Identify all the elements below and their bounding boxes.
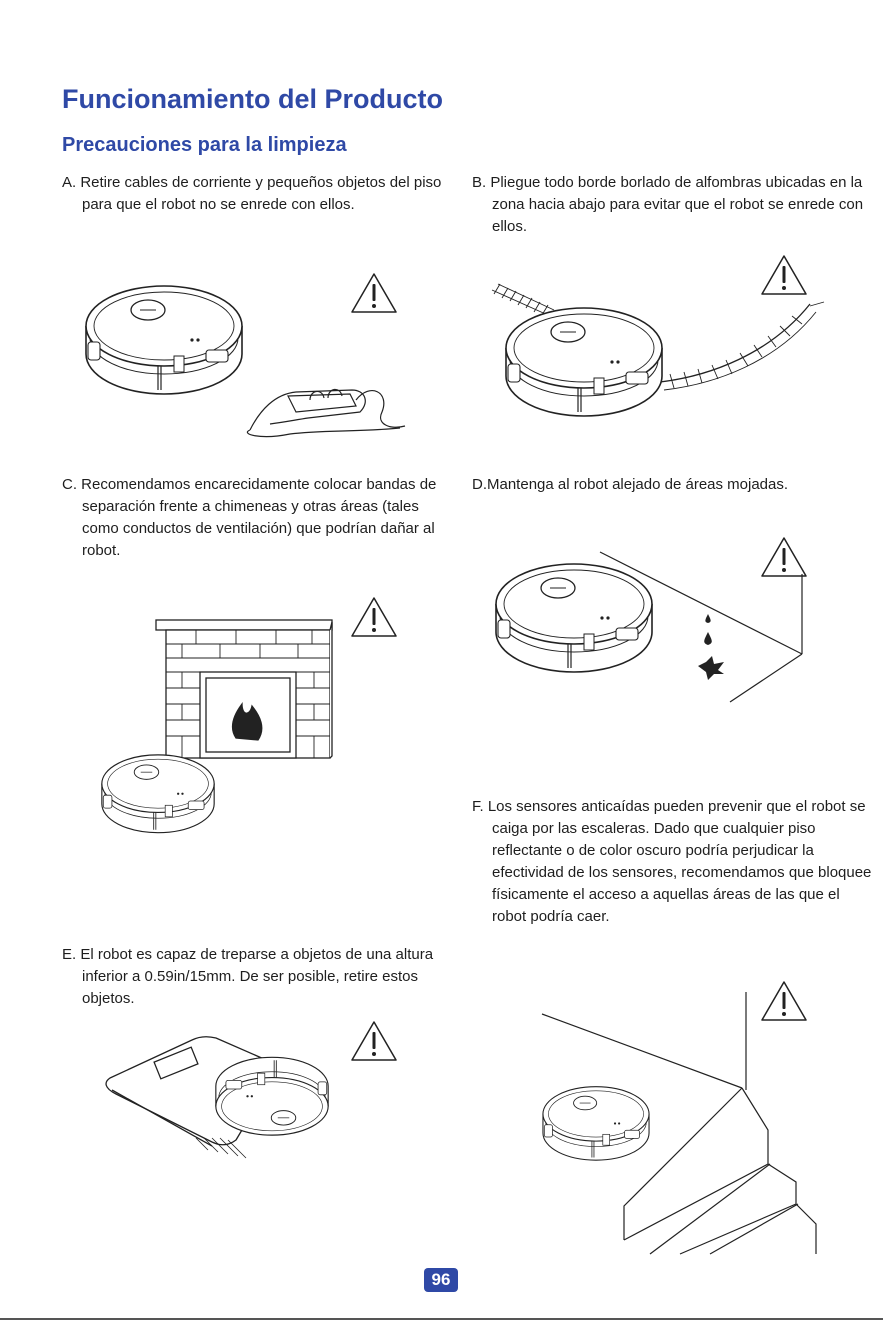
bottom-rule <box>0 1318 883 1320</box>
warning-triangle-icon <box>352 1022 396 1060</box>
illustration-a-power-cables <box>60 262 420 442</box>
illustration-b-carpet-tassels <box>480 254 830 444</box>
illustration-e-bathroom-scale <box>96 1010 416 1180</box>
warning-triangle-icon <box>762 256 806 294</box>
robot-vacuum-icon <box>496 564 652 672</box>
instruction-f: F. Los sensores anticaídas pueden prevenir que el robot se caiga por las escaleras. Dado que cualquier piso reflectante o de color oscuro podría perjudicar la efectividad de los sensores, recomendamos que bloquee físicamente el acceso a aquellas áreas de las que el robot podría caer. <box>472 798 872 925</box>
robot-vacuum-icon <box>102 755 214 833</box>
instruction-e: E. El robot es capaz de treparse a objetos de una altura inferior a 0.59in/15mm. De ser posible, retire estos objetos. <box>62 946 434 1007</box>
power-strip-icon <box>247 389 405 436</box>
fireplace-icon <box>156 620 332 758</box>
instruction-d: D.Mantenga al robot alejado de áreas mojadas. <box>472 476 789 493</box>
robot-vacuum-icon <box>506 308 662 416</box>
page-title: Funcionamiento del Producto <box>62 84 444 114</box>
warning-triangle-icon <box>762 982 806 1020</box>
water-drops-icon <box>698 614 724 680</box>
warning-triangle-icon <box>352 274 396 312</box>
instruction-c: C. Recomendamos encarecidamente colocar bandas de separación frente a chimeneas y otras áreas (tales como conductos de ventilación) que podrían dañar al robot. <box>62 476 437 559</box>
robot-vacuum-icon <box>216 1057 328 1135</box>
illustration-c-fireplace <box>100 592 420 862</box>
section-subtitle: Precauciones para la limpieza <box>62 134 347 156</box>
robot-vacuum-icon <box>86 286 242 394</box>
illustration-d-wet-area <box>480 534 830 714</box>
instruction-a: A. Retire cables de corriente y pequeños objetos del piso para que el robot no se enrede con ellos. <box>62 174 442 213</box>
page-number-badge: 96 <box>424 1268 458 1292</box>
warning-triangle-icon <box>762 538 806 576</box>
warning-triangle-icon <box>352 598 396 636</box>
instruction-b: B. Pliegue todo borde borlado de alfombras ubicadas en la zona hacia abajo para evitar que el robot se enrede con ellos. <box>472 174 864 235</box>
robot-vacuum-icon <box>543 1087 649 1160</box>
illustration-f-stairs <box>520 978 830 1258</box>
